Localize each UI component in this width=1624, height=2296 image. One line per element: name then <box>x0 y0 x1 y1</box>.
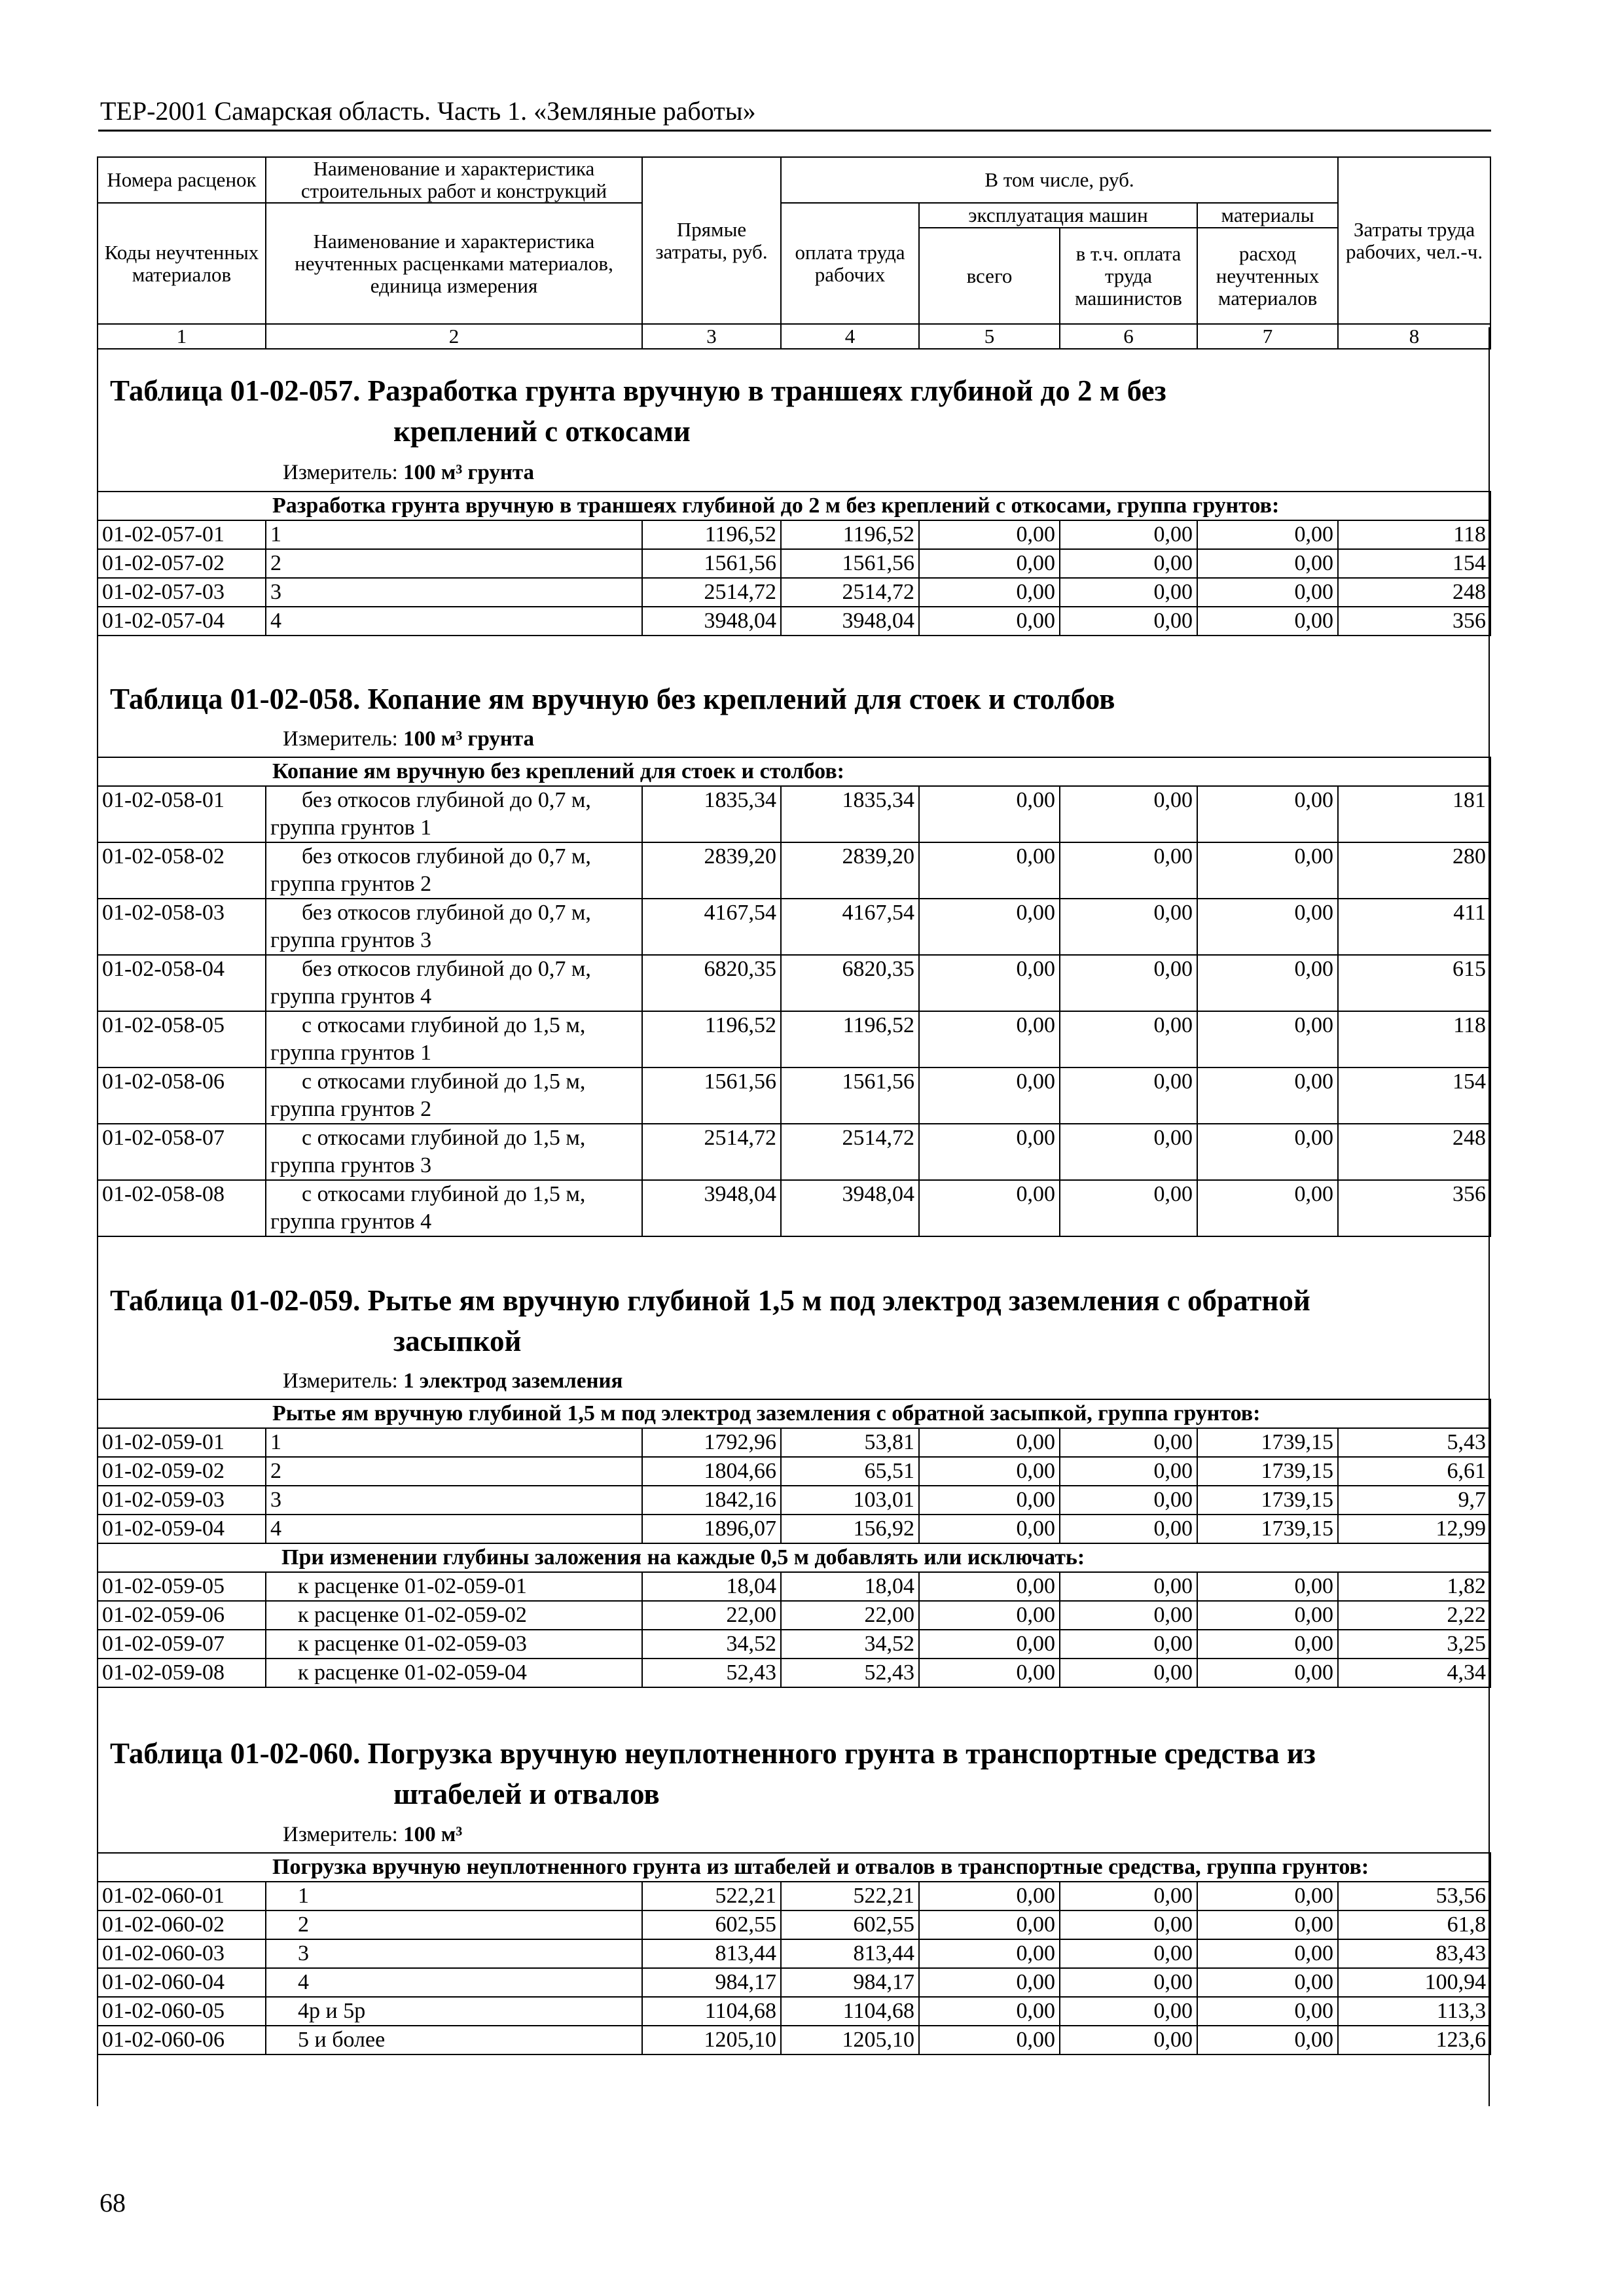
material-cost: 0,00 <box>1197 1630 1338 1659</box>
rate-code: 01-02-058-01 <box>98 786 266 842</box>
rate-code: 01-02-059-08 <box>98 1659 266 1687</box>
rate-name: без откосов глубиной до 0,7 м, группа грунтов 1 <box>266 786 642 842</box>
table-059-title: Таблица 01-02-059. Рытье ям вручную глубиной 1,5 м под электрод заземления с обратной засыпкой <box>110 1284 1310 1357</box>
table-057 <box>97 491 1491 636</box>
table-060-section: Погрузка вручную неуплотненного грунта из штабелей и отвалов в транспортные средства, группа грунтов: <box>266 1853 1490 1882</box>
direct-cost: 1196,52 <box>642 1011 781 1067</box>
labor-hours: 83,43 <box>1338 1939 1490 1968</box>
machine-cost: 0,00 <box>919 1630 1060 1659</box>
table-057-measure: Измеритель: 100 м³ грунта <box>283 461 535 484</box>
header-machinist-pay: в т.ч. оплата труда машинистов <box>1060 228 1197 324</box>
table-row <box>98 520 1490 549</box>
material-cost: 0,00 <box>1197 578 1338 607</box>
material-cost: 0,00 <box>1197 1939 1338 1968</box>
labor-cost: 522,21 <box>781 1882 919 1910</box>
rate-code: 01-02-057-03 <box>98 578 266 607</box>
machine-cost: 0,00 <box>919 1011 1060 1067</box>
labor-cost: 18,04 <box>781 1572 919 1601</box>
machine-cost: 0,00 <box>919 1428 1060 1457</box>
machine-cost: 0,00 <box>919 1968 1060 1997</box>
table-row <box>98 899 1490 955</box>
rate-code: 01-02-058-03 <box>98 899 266 955</box>
labor-cost: 3948,04 <box>781 607 919 636</box>
table-row <box>98 578 1490 607</box>
machinist-cost: 0,00 <box>1060 1515 1197 1543</box>
machine-cost: 0,00 <box>919 578 1060 607</box>
table-row <box>98 1067 1490 1124</box>
labor-hours: 123,6 <box>1338 2026 1490 2054</box>
machinist-cost: 0,00 <box>1060 520 1197 549</box>
labor-cost: 103,01 <box>781 1486 919 1515</box>
labor-hours: 5,43 <box>1338 1428 1490 1457</box>
rate-name: 2 <box>266 1457 642 1486</box>
labor-hours: 3,25 <box>1338 1630 1490 1659</box>
direct-cost: 34,52 <box>642 1630 781 1659</box>
table-row <box>98 2026 1490 2054</box>
table-row <box>98 1515 1490 1543</box>
table-row <box>98 1601 1490 1630</box>
labor-cost: 1561,56 <box>781 549 919 578</box>
table-row <box>98 1997 1490 2026</box>
direct-cost: 522,21 <box>642 1882 781 1910</box>
rate-name: без откосов глубиной до 0,7 м, группа грунтов 2 <box>266 842 642 899</box>
rate-code: 01-02-058-07 <box>98 1124 266 1180</box>
rate-code: 01-02-060-01 <box>98 1882 266 1910</box>
header-machine-operation: эксплуатация машин <box>919 203 1197 228</box>
rate-name: с откосами глубиной до 1,5 м, группа грунтов 1 <box>266 1011 642 1067</box>
header-labor-hours: Затраты труда рабочих, чел.-ч. <box>1338 157 1490 324</box>
machinist-cost: 0,00 <box>1060 607 1197 636</box>
table-row <box>98 1659 1490 1687</box>
table-059-section: Рытье ям вручную глубиной 1,5 м под электрод заземления с обратной засыпкой, группа грунтов: <box>266 1399 1490 1428</box>
table-row <box>98 1486 1490 1515</box>
rate-code: 01-02-059-03 <box>98 1486 266 1515</box>
table-row <box>98 1882 1490 1910</box>
rate-code: 01-02-060-04 <box>98 1968 266 1997</box>
rate-name: без откосов глубиной до 0,7 м, группа грунтов 4 <box>266 955 642 1011</box>
machinist-cost: 0,00 <box>1060 842 1197 899</box>
material-cost: 0,00 <box>1197 2026 1338 2054</box>
rate-name: 4 <box>266 607 642 636</box>
labor-cost: 1104,68 <box>781 1997 919 2026</box>
labor-hours: 280 <box>1338 842 1490 899</box>
labor-cost: 34,52 <box>781 1630 919 1659</box>
header-work-description: Наименование и характеристика строительных работ и конструкций <box>266 157 642 203</box>
rate-code: 01-02-060-06 <box>98 2026 266 2054</box>
direct-cost: 1205,10 <box>642 2026 781 2054</box>
labor-cost: 1835,34 <box>781 786 919 842</box>
machine-cost: 0,00 <box>919 1939 1060 1968</box>
machinist-cost: 0,00 <box>1060 1428 1197 1457</box>
header-col-number: 4 <box>781 324 919 349</box>
direct-cost: 3948,04 <box>642 1180 781 1236</box>
labor-cost: 813,44 <box>781 1939 919 1968</box>
machine-cost: 0,00 <box>919 1997 1060 2026</box>
header-col-number: 5 <box>919 324 1060 349</box>
material-cost: 0,00 <box>1197 955 1338 1011</box>
header-rate-numbers: Номера расценок <box>98 157 266 203</box>
machinist-cost: 0,00 <box>1060 1939 1197 1968</box>
header-col-number: 8 <box>1338 324 1490 349</box>
machine-cost: 0,00 <box>919 1910 1060 1939</box>
rate-name: с откосами глубиной до 1,5 м, группа грунтов 4 <box>266 1180 642 1236</box>
direct-cost: 3948,04 <box>642 607 781 636</box>
direct-cost: 1792,96 <box>642 1428 781 1457</box>
material-cost: 1739,15 <box>1197 1486 1338 1515</box>
running-head: ТЕР-2001 Самарская область. Часть 1. «Земляные работы» <box>100 96 756 126</box>
machinist-cost: 0,00 <box>1060 578 1197 607</box>
machinist-cost: 0,00 <box>1060 1067 1197 1124</box>
direct-cost: 984,17 <box>642 1968 781 1997</box>
machine-cost: 0,00 <box>919 1659 1060 1687</box>
machine-cost: 0,00 <box>919 1124 1060 1180</box>
labor-cost: 1196,52 <box>781 1011 919 1067</box>
direct-cost: 18,04 <box>642 1572 781 1601</box>
rate-code: 01-02-058-05 <box>98 1011 266 1067</box>
material-cost: 0,00 <box>1197 1910 1338 1939</box>
labor-hours: 356 <box>1338 1180 1490 1236</box>
machinist-cost: 0,00 <box>1060 899 1197 955</box>
material-cost: 0,00 <box>1197 607 1338 636</box>
material-cost: 1739,15 <box>1197 1457 1338 1486</box>
table-057-title: Таблица 01-02-057. Разработка грунта вручную в траншеях глубиной до 2 м без креплений с откосами <box>110 374 1166 448</box>
column-header-table <box>97 156 1491 350</box>
direct-cost: 1835,34 <box>642 786 781 842</box>
material-cost: 0,00 <box>1197 1180 1338 1236</box>
labor-hours: 113,3 <box>1338 1997 1490 2026</box>
labor-hours: 4,34 <box>1338 1659 1490 1687</box>
labor-hours: 1,82 <box>1338 1572 1490 1601</box>
rate-code: 01-02-057-01 <box>98 520 266 549</box>
direct-cost: 4167,54 <box>642 899 781 955</box>
header-machines-total: всего <box>919 228 1060 324</box>
labor-cost: 2839,20 <box>781 842 919 899</box>
machinist-cost: 0,00 <box>1060 1659 1197 1687</box>
labor-hours: 248 <box>1338 1124 1490 1180</box>
labor-hours: 6,61 <box>1338 1457 1490 1486</box>
header-including: В том числе, руб. <box>781 157 1338 203</box>
machinist-cost: 0,00 <box>1060 1601 1197 1630</box>
rate-name: 2 <box>266 1910 642 1939</box>
header-col-number: 1 <box>98 324 266 349</box>
labor-hours: 248 <box>1338 578 1490 607</box>
machinist-cost: 0,00 <box>1060 1124 1197 1180</box>
table-row <box>98 955 1490 1011</box>
labor-cost: 4167,54 <box>781 899 919 955</box>
labor-cost: 2514,72 <box>781 1124 919 1180</box>
rate-code: 01-02-058-06 <box>98 1067 266 1124</box>
direct-cost: 1561,56 <box>642 1067 781 1124</box>
table-row <box>98 549 1490 578</box>
machine-cost: 0,00 <box>919 1486 1060 1515</box>
labor-cost: 1561,56 <box>781 1067 919 1124</box>
labor-hours: 2,22 <box>1338 1601 1490 1630</box>
page-number: 68 <box>99 2188 126 2217</box>
machinist-cost: 0,00 <box>1060 1997 1197 2026</box>
header-col-number: 2 <box>266 324 642 349</box>
direct-cost: 1196,52 <box>642 520 781 549</box>
header-col-number: 7 <box>1197 324 1338 349</box>
rate-name: к расценке 01-02-059-02 <box>266 1601 642 1630</box>
material-cost: 0,00 <box>1197 899 1338 955</box>
material-cost: 0,00 <box>1197 1882 1338 1910</box>
rate-code: 01-02-057-02 <box>98 549 266 578</box>
machinist-cost: 0,00 <box>1060 1457 1197 1486</box>
table-060-measure: Измеритель: 100 м³ <box>283 1823 463 1846</box>
machine-cost: 0,00 <box>919 1882 1060 1910</box>
rate-code: 01-02-060-02 <box>98 1910 266 1939</box>
machine-cost: 0,00 <box>919 549 1060 578</box>
header-rule <box>98 130 1491 132</box>
table-row <box>98 1180 1490 1236</box>
rate-name: 4р и 5р <box>266 1997 642 2026</box>
labor-hours: 615 <box>1338 955 1490 1011</box>
table-058-section: Копание ям вручную без креплений для стоек и столбов: <box>266 757 1490 786</box>
labor-hours: 356 <box>1338 607 1490 636</box>
table-row <box>98 1457 1490 1486</box>
machinist-cost: 0,00 <box>1060 1572 1197 1601</box>
table-row <box>98 1968 1490 1997</box>
table-058-measure: Измеритель: 100 м³ грунта <box>283 727 535 751</box>
rate-name: с откосами глубиной до 1,5 м, группа грунтов 2 <box>266 1067 642 1124</box>
labor-hours: 100,94 <box>1338 1968 1490 1997</box>
machine-cost: 0,00 <box>919 786 1060 842</box>
material-cost: 1739,15 <box>1197 1428 1338 1457</box>
material-cost: 0,00 <box>1197 1011 1338 1067</box>
rate-name: к расценке 01-02-059-01 <box>266 1572 642 1601</box>
rate-name: 3 <box>266 1939 642 1968</box>
header-col-number: 6 <box>1060 324 1197 349</box>
direct-cost: 2839,20 <box>642 842 781 899</box>
machine-cost: 0,00 <box>919 607 1060 636</box>
machinist-cost: 0,00 <box>1060 1910 1197 1939</box>
machine-cost: 0,00 <box>919 1601 1060 1630</box>
material-cost: 1739,15 <box>1197 1515 1338 1543</box>
rate-name: 3 <box>266 1486 642 1515</box>
header-materials: материалы <box>1197 203 1338 228</box>
rate-code: 01-02-059-01 <box>98 1428 266 1457</box>
machine-cost: 0,00 <box>919 2026 1060 2054</box>
rate-code: 01-02-059-05 <box>98 1572 266 1601</box>
labor-hours: 53,56 <box>1338 1882 1490 1910</box>
labor-cost: 22,00 <box>781 1601 919 1630</box>
material-cost: 0,00 <box>1197 549 1338 578</box>
direct-cost: 52,43 <box>642 1659 781 1687</box>
material-cost: 0,00 <box>1197 520 1338 549</box>
labor-cost: 3948,04 <box>781 1180 919 1236</box>
rate-name: 4 <box>266 1515 642 1543</box>
rate-code: 01-02-058-02 <box>98 842 266 899</box>
labor-cost: 1205,10 <box>781 2026 919 2054</box>
header-unaccounted-codes: Коды неучтенных материалов <box>98 203 266 324</box>
rate-code: 01-02-058-08 <box>98 1180 266 1236</box>
machinist-cost: 0,00 <box>1060 786 1197 842</box>
rate-name: без откосов глубиной до 0,7 м, группа грунтов 3 <box>266 899 642 955</box>
machinist-cost: 0,00 <box>1060 1180 1197 1236</box>
rate-code: 01-02-060-03 <box>98 1939 266 1968</box>
direct-cost: 1896,07 <box>642 1515 781 1543</box>
table-060 <box>97 1852 1491 2055</box>
direct-cost: 602,55 <box>642 1910 781 1939</box>
table-058 <box>97 757 1491 1237</box>
table-058-title: Таблица 01-02-058. Копание ям вручную без креплений для стоек и столбов <box>110 683 1115 715</box>
material-cost: 0,00 <box>1197 1601 1338 1630</box>
material-cost: 0,00 <box>1197 1572 1338 1601</box>
material-cost: 0,00 <box>1197 1067 1338 1124</box>
labor-hours: 181 <box>1338 786 1490 842</box>
table-row <box>98 1910 1490 1939</box>
machine-cost: 0,00 <box>919 842 1060 899</box>
machinist-cost: 0,00 <box>1060 1882 1197 1910</box>
machine-cost: 0,00 <box>919 1457 1060 1486</box>
machine-cost: 0,00 <box>919 899 1060 955</box>
machinist-cost: 0,00 <box>1060 955 1197 1011</box>
direct-cost: 6820,35 <box>642 955 781 1011</box>
header-workers-pay: оплата труда рабочих <box>781 203 919 324</box>
rate-code: 01-02-060-05 <box>98 1997 266 2026</box>
labor-cost: 52,43 <box>781 1659 919 1687</box>
direct-cost: 2514,72 <box>642 578 781 607</box>
header-unaccounted-description: Наименование и характеристика неучтенных расценками материалов, единица измерения <box>266 203 642 324</box>
material-cost: 0,00 <box>1197 1997 1338 2026</box>
material-cost: 0,00 <box>1197 1124 1338 1180</box>
direct-cost: 813,44 <box>642 1939 781 1968</box>
rate-name: с откосами глубиной до 1,5 м, группа грунтов 3 <box>266 1124 642 1180</box>
machinist-cost: 0,00 <box>1060 2026 1197 2054</box>
header-materials-consumption: расход неучтенных материалов <box>1197 228 1338 324</box>
labor-cost: 602,55 <box>781 1910 919 1939</box>
rate-name: 1 <box>266 520 642 549</box>
machinist-cost: 0,00 <box>1060 1630 1197 1659</box>
material-cost: 0,00 <box>1197 1659 1338 1687</box>
table-row <box>98 842 1490 899</box>
rate-name: 5 и более <box>266 2026 642 2054</box>
rate-name: 3 <box>266 578 642 607</box>
machine-cost: 0,00 <box>919 1572 1060 1601</box>
rate-name: 1 <box>266 1882 642 1910</box>
machinist-cost: 0,00 <box>1060 1968 1197 1997</box>
table-059-section-2: При изменении глубины заложения на каждые 0,5 м добавлять или исключать: <box>98 1543 1490 1572</box>
table-row <box>98 786 1490 842</box>
machinist-cost: 0,00 <box>1060 1011 1197 1067</box>
material-cost: 0,00 <box>1197 786 1338 842</box>
table-060-title: Таблица 01-02-060. Погрузка вручную неуплотненного грунта в транспортные средства из штабелей и отвалов <box>110 1737 1316 1810</box>
direct-cost: 2514,72 <box>642 1124 781 1180</box>
rate-code: 01-02-059-07 <box>98 1630 266 1659</box>
table-059-measure: Измеритель: 1 электрод заземления <box>283 1369 623 1393</box>
labor-hours: 154 <box>1338 1067 1490 1124</box>
labor-cost: 984,17 <box>781 1968 919 1997</box>
machine-cost: 0,00 <box>919 1067 1060 1124</box>
material-cost: 0,00 <box>1197 1968 1338 1997</box>
rate-name: 1 <box>266 1428 642 1457</box>
rate-code: 01-02-058-04 <box>98 955 266 1011</box>
table-row <box>98 607 1490 636</box>
table-row <box>98 1572 1490 1601</box>
labor-hours: 154 <box>1338 549 1490 578</box>
machine-cost: 0,00 <box>919 955 1060 1011</box>
direct-cost: 1104,68 <box>642 1997 781 2026</box>
material-cost: 0,00 <box>1197 842 1338 899</box>
rate-name: 2 <box>266 549 642 578</box>
header-direct-costs: Прямые затраты, руб. <box>642 157 781 324</box>
table-057-section: Разработка грунта вручную в траншеях глубиной до 2 м без креплений с откосами, группа грунтов: <box>266 492 1490 520</box>
table-row <box>98 1428 1490 1457</box>
machine-cost: 0,00 <box>919 1180 1060 1236</box>
labor-cost: 53,81 <box>781 1428 919 1457</box>
machine-cost: 0,00 <box>919 520 1060 549</box>
rate-code: 01-02-059-06 <box>98 1601 266 1630</box>
labor-hours: 118 <box>1338 1011 1490 1067</box>
rate-name: 4 <box>266 1968 642 1997</box>
rate-code: 01-02-059-04 <box>98 1515 266 1543</box>
table-row <box>98 1124 1490 1180</box>
labor-cost: 65,51 <box>781 1457 919 1486</box>
labor-hours: 411 <box>1338 899 1490 955</box>
labor-hours: 118 <box>1338 520 1490 549</box>
table-059 <box>97 1399 1491 1688</box>
direct-cost: 22,00 <box>642 1601 781 1630</box>
labor-hours: 61,8 <box>1338 1910 1490 1939</box>
rate-code: 01-02-057-04 <box>98 607 266 636</box>
table-row <box>98 1011 1490 1067</box>
header-col-number: 3 <box>642 324 781 349</box>
labor-hours: 9,7 <box>1338 1486 1490 1515</box>
table-row <box>98 1630 1490 1659</box>
labor-cost: 1196,52 <box>781 520 919 549</box>
labor-cost: 156,92 <box>781 1515 919 1543</box>
rate-name: к расценке 01-02-059-04 <box>266 1659 642 1687</box>
machinist-cost: 0,00 <box>1060 1486 1197 1515</box>
labor-hours: 12,99 <box>1338 1515 1490 1543</box>
table-row <box>98 1939 1490 1968</box>
labor-cost: 2514,72 <box>781 578 919 607</box>
machine-cost: 0,00 <box>919 1515 1060 1543</box>
machinist-cost: 0,00 <box>1060 549 1197 578</box>
direct-cost: 1804,66 <box>642 1457 781 1486</box>
direct-cost: 1842,16 <box>642 1486 781 1515</box>
labor-cost: 6820,35 <box>781 955 919 1011</box>
rate-name: к расценке 01-02-059-03 <box>266 1630 642 1659</box>
direct-cost: 1561,56 <box>642 549 781 578</box>
rate-code: 01-02-059-02 <box>98 1457 266 1486</box>
